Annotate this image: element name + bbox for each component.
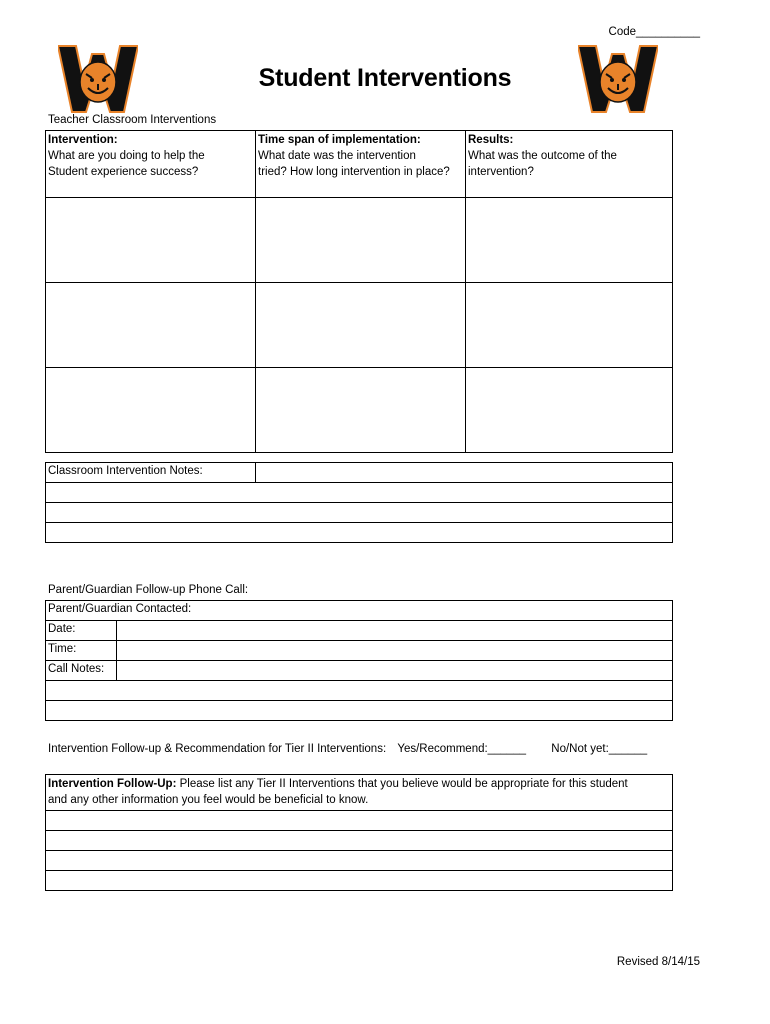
time-label: Time: bbox=[46, 641, 117, 661]
teacher-section-label: Teacher Classroom Interventions bbox=[48, 114, 217, 126]
followup-line[interactable] bbox=[46, 871, 673, 891]
date-input[interactable] bbox=[117, 621, 673, 641]
followup-line[interactable] bbox=[46, 831, 673, 851]
interventions-table bbox=[45, 130, 673, 453]
notes-table bbox=[45, 462, 673, 543]
time-input[interactable] bbox=[117, 641, 673, 661]
yes-recommend-field[interactable]: Yes/Recommend:______ bbox=[397, 743, 527, 755]
timespan-cell[interactable] bbox=[256, 368, 466, 453]
table-row bbox=[46, 283, 673, 368]
tiger-logo-right bbox=[578, 44, 658, 114]
followup-line[interactable] bbox=[46, 851, 673, 871]
notes-label: Classroom Intervention Notes: bbox=[46, 463, 256, 483]
revised-date: Revised 8/14/15 bbox=[616, 956, 700, 968]
intervention-cell[interactable] bbox=[46, 283, 256, 368]
intervention-column-header: Intervention: What are you doing to help the Student experience success? bbox=[46, 131, 256, 198]
followup-table bbox=[45, 774, 673, 891]
timespan-cell[interactable] bbox=[256, 283, 466, 368]
parent-table bbox=[45, 600, 673, 721]
results-column-header: Results: What was the outcome of the intervention? bbox=[466, 131, 673, 198]
timespan-cell[interactable] bbox=[256, 198, 466, 283]
notes-input[interactable] bbox=[256, 463, 673, 483]
notes-line[interactable] bbox=[46, 483, 673, 503]
no-not-yet-field[interactable]: No/Not yet:______ bbox=[551, 743, 648, 755]
tier2-label: Intervention Follow-up & Recommendation for Tier II Interventions: bbox=[48, 743, 387, 755]
intervention-cell[interactable] bbox=[46, 198, 256, 283]
code-field: Code__________ bbox=[608, 26, 700, 38]
notes-line[interactable] bbox=[46, 523, 673, 543]
followup-instructions: Intervention Follow-Up: Please list any Tier II Interventions that you believe would be appropriate for this student and any other information you feel would be beneficial to know. bbox=[46, 775, 673, 811]
call-notes-line[interactable] bbox=[46, 701, 673, 721]
page-title: Student Interventions bbox=[258, 64, 512, 92]
notes-line[interactable] bbox=[46, 503, 673, 523]
tiger-logo-left bbox=[58, 44, 138, 114]
table-row bbox=[46, 368, 673, 453]
followup-line[interactable] bbox=[46, 811, 673, 831]
results-cell[interactable] bbox=[466, 283, 673, 368]
parent-contacted-field[interactable]: Parent/Guardian Contacted: bbox=[46, 601, 673, 621]
timespan-column-header: Time span of implementation: What date was the intervention tried? How long intervention in place? bbox=[256, 131, 466, 198]
date-label: Date: bbox=[46, 621, 117, 641]
call-notes-label: Call Notes: bbox=[46, 661, 117, 681]
results-cell[interactable] bbox=[466, 368, 673, 453]
results-cell[interactable] bbox=[466, 198, 673, 283]
parent-section-label: Parent/Guardian Follow-up Phone Call: bbox=[48, 584, 249, 596]
table-row bbox=[46, 198, 673, 283]
call-notes-line[interactable] bbox=[46, 681, 673, 701]
call-notes-input[interactable] bbox=[117, 661, 673, 681]
tier2-line bbox=[48, 743, 647, 755]
intervention-cell[interactable] bbox=[46, 368, 256, 453]
